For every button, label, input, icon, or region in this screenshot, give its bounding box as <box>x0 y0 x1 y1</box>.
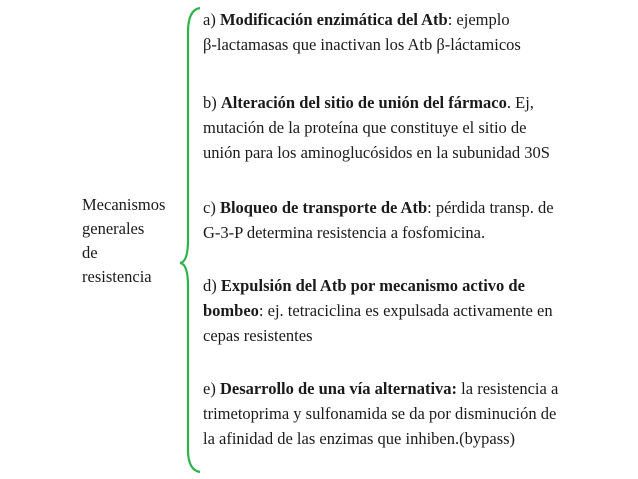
list-item <box>203 195 633 245</box>
list-item <box>203 90 633 165</box>
item-text: : ej. tetraciclina es expulsada activamente en <box>258 301 553 320</box>
item-text: : pérdida transp. de <box>427 198 554 217</box>
item-title: Desarrollo de una vía alternativa: <box>219 379 458 398</box>
item-title: bombeo <box>203 301 259 320</box>
item-text: la resistencia a <box>457 379 559 398</box>
item-text: la afinidad de las enzimas que inhiben.(bypass) <box>203 429 516 448</box>
heading-line: resistencia <box>82 267 152 286</box>
item-prefix: d) <box>203 276 221 295</box>
item-title: Bloqueo de transporte de Atb <box>219 198 428 217</box>
item-title: Expulsión del Atb por mecanismo activo de <box>220 276 525 295</box>
item-prefix: a) <box>203 10 220 29</box>
item-prefix: e) <box>203 379 220 398</box>
item-text: . Ej, <box>506 93 534 112</box>
item-text: trimetoprima y sulfonamida se da por disminución de <box>203 404 557 423</box>
list-item <box>203 7 633 57</box>
list-item <box>203 273 633 348</box>
item-text: β-lactamasas que inactivan los Atb β-láctamicos <box>203 35 521 54</box>
mechanisms-heading <box>82 193 192 289</box>
item-prefix: c) <box>203 198 220 217</box>
heading-line: generales <box>82 219 145 238</box>
item-title: Alteración del sitio de unión del fármaco <box>220 93 507 112</box>
item-text: unión para los aminoglucósidos en la subunidad 30S <box>203 143 550 162</box>
heading-line: Mecanismos <box>82 195 166 214</box>
item-title: Modificación enzimática del Atb <box>219 10 448 29</box>
item-prefix: b) <box>203 93 221 112</box>
item-text: : ejemplo <box>447 10 510 29</box>
item-text: mutación de la proteína que constituye el sitio de <box>203 118 527 137</box>
item-text: G-3-P determina resistencia a fosfomicina. <box>203 223 486 242</box>
item-text: cepas resistentes <box>203 326 313 345</box>
list-item <box>203 376 633 451</box>
heading-line: de <box>82 243 98 262</box>
